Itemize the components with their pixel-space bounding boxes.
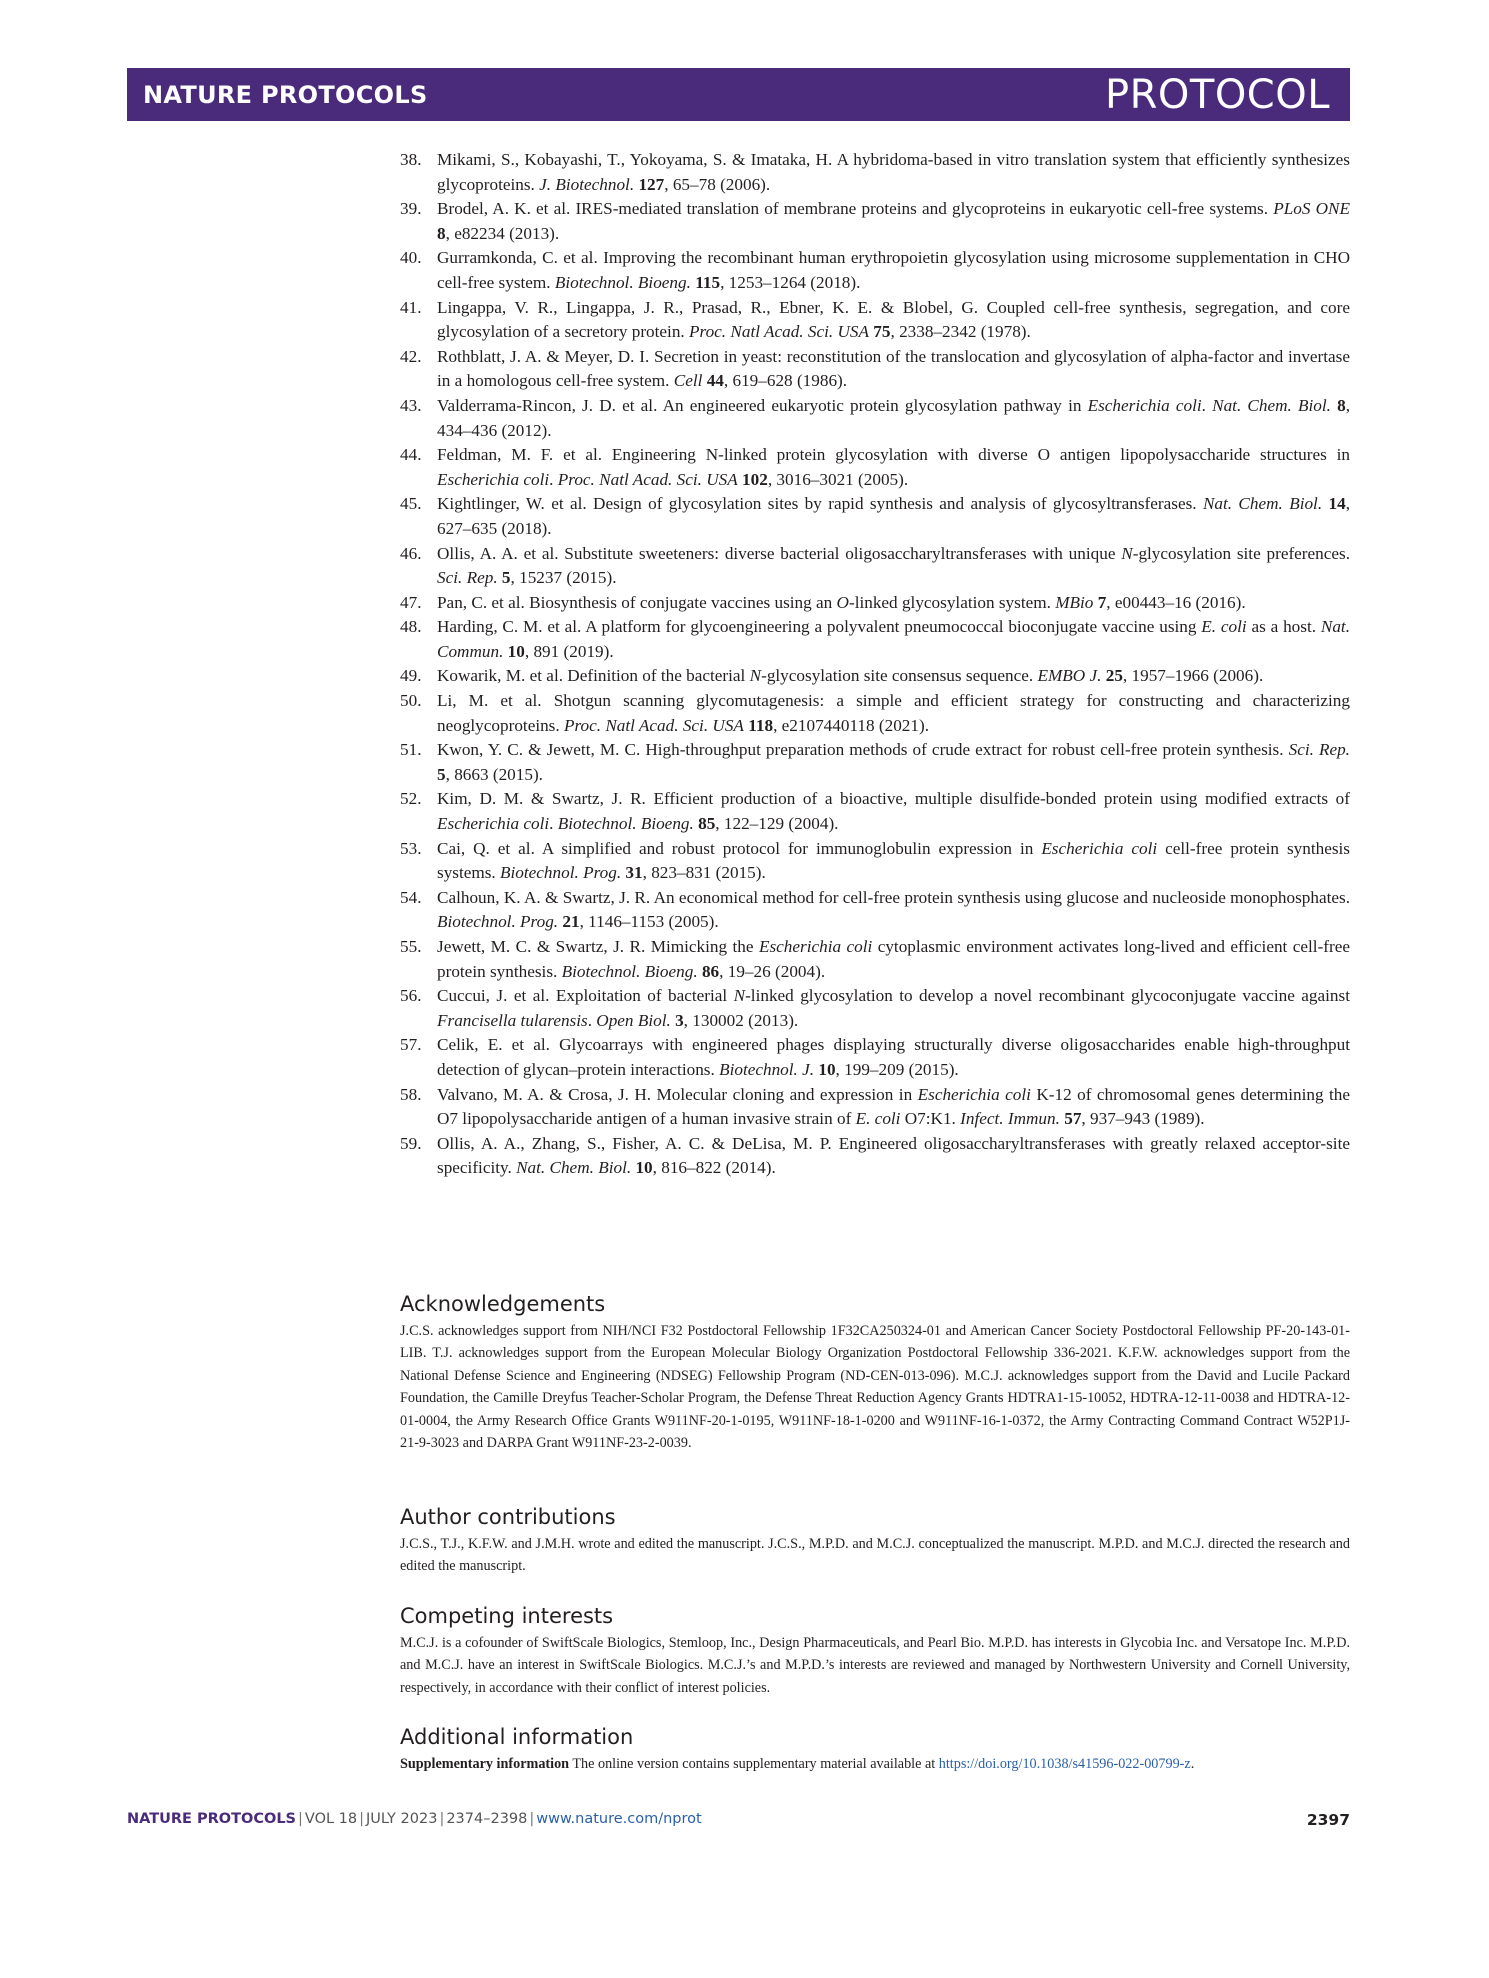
reference-item: [400, 787, 1350, 836]
reference-italic: N: [733, 986, 746, 1006]
reference-number: 44.: [400, 445, 422, 465]
reference-segment: Kowarik, M. et al. Definition of the bacterial: [437, 666, 750, 686]
reference-segment: , 122–129 (2004).: [715, 814, 839, 834]
author-contributions-text: J.C.S., T.J., K.F.W. and J.M.H. wrote and edited the manuscript. J.C.S., M.P.D. and M.C.J. conceptualized the manuscript. M.P.D. and M.C.J. directed the research and edited the manuscript.: [400, 1536, 1350, 1575]
reference-number: 38.: [400, 150, 422, 169]
reference-italic: PLoS ONE: [1273, 199, 1350, 219]
reference-item: [400, 591, 1350, 616]
reference-item: [400, 1083, 1350, 1132]
reference-italic: N: [749, 666, 762, 686]
reference-number: 41.: [400, 297, 422, 317]
reference-number: 51.: [400, 740, 422, 760]
reference-item: [400, 542, 1350, 591]
reference-number: 47.: [400, 592, 422, 612]
additional-information-section: [400, 1725, 1350, 1775]
reference-segment: Cuccui, J. et al. Exploitation of bacterial: [437, 986, 734, 1006]
reference-segment: , 65–78 (2006).: [664, 174, 771, 194]
reference-segment: Brodel, A. K. et al. IRES-mediated translation of membrane proteins and glycoproteins in eukaryotic cell-free systems.: [437, 199, 1274, 219]
reference-volume: 102: [742, 469, 768, 489]
reference-text: [437, 199, 1350, 243]
reference-segment: -linked glycosylation to develop a novel recombinant glycoconjugate vaccine against: [745, 986, 1350, 1006]
competing-interests-heading: Competing interests: [400, 1604, 614, 1628]
reference-italic: Nat. Commun.: [437, 617, 1350, 661]
reference-segment: , 816–822 (2014).: [652, 1158, 776, 1178]
footer-separator: |: [298, 1811, 303, 1827]
reference-segment: Li, M. et al. Shotgun scanning glycomutagenesis: a simple and efficient strategy for constructing and characterizing neoglycoproteins.: [437, 691, 1350, 735]
reference-segment: Kim, D. M. & Swartz, J. R. Efficient production of a bioactive, multiple disulfide-bonded protein using modified extracts of: [437, 789, 1350, 809]
reference-segment: Valvano, M. A. & Crosa, J. H. Molecular cloning and expression in: [437, 1084, 918, 1104]
reference-segment: , 1253–1264 (2018).: [720, 272, 861, 292]
reference-text: [437, 789, 1350, 833]
reference-number: 49.: [400, 666, 422, 686]
reference-italic: O: [836, 592, 849, 612]
reference-number: 48.: [400, 617, 422, 637]
reference-italic: Nat. Chem. Biol.: [516, 1158, 632, 1178]
reference-number: 54.: [400, 887, 422, 907]
reference-volume: 5: [501, 568, 511, 588]
reference-text: [437, 298, 1350, 342]
footer-pages: 2374–2398: [446, 1811, 528, 1827]
reference-item: [400, 345, 1350, 394]
reference-segment: , 2338–2342 (1978).: [890, 322, 1031, 342]
reference-italic: Escherichia coli: [758, 937, 873, 956]
reference-segment: Gurramkonda, C. et al. Improving the recombinant human erythropoietin glycosylation using microsome supplementation in CHO cell-free system.: [437, 248, 1350, 292]
reference-item: [400, 492, 1350, 541]
reference-segment: Mikami, S., Kobayashi, T., Yokoyama, S. & Imataka, H. A hybridoma-based in vitro translation system that efficiently synthesizes glycoproteins.: [437, 150, 1350, 194]
reference-text: [437, 396, 1350, 440]
reference-segment: , 627–635 (2018).: [437, 494, 1350, 538]
reference-item: [400, 837, 1350, 886]
reference-item: [400, 935, 1350, 984]
reference-italic: Nat. Chem. Biol.: [1212, 395, 1331, 415]
reference-item: [400, 296, 1350, 345]
reference-volume: 21: [562, 912, 580, 932]
reference-segment: , e82234 (2013).: [445, 223, 560, 243]
footer-date: JULY 2023: [366, 1811, 438, 1827]
reference-text: [437, 691, 1350, 735]
reference-segment: , 823–831 (2015).: [642, 863, 766, 883]
reference-italic: Escherichia coli: [437, 469, 550, 489]
reference-italic: Sci. Rep.: [1288, 740, 1350, 760]
reference-number: 39.: [400, 199, 422, 219]
reference-segment: .: [587, 1010, 597, 1030]
reference-number: 46.: [400, 543, 422, 563]
reference-segment: , e00443–16 (2016).: [1106, 592, 1246, 612]
reference-segment: cytoplasmic environment activates long-lived and efficient cell-free protein synthesis.: [437, 937, 1350, 981]
reference-italic: Open Biol.: [596, 1010, 671, 1030]
reference-italic: Nat. Chem. Biol.: [1202, 494, 1323, 514]
reference-italic: Biotechnol. Prog.: [500, 863, 622, 883]
reference-italic: Escherichia coli: [437, 814, 550, 834]
reference-italic: Biotechnol. Bioeng.: [561, 961, 698, 981]
reference-number: 40.: [400, 248, 422, 268]
reference-item: [400, 394, 1350, 443]
supplementary-text: The online version contains supplementary material available at: [569, 1756, 939, 1772]
reference-volume: 10: [635, 1158, 653, 1178]
reference-italic: Proc. Natl Acad. Sci. USA: [557, 469, 738, 489]
reference-number: 57.: [400, 1035, 422, 1055]
reference-segment: , 199–209 (2015).: [835, 1059, 959, 1079]
supplementary-label: Supplementary information: [400, 1756, 570, 1772]
reference-segment: , 8663 (2015).: [445, 764, 543, 784]
reference-item: [400, 246, 1350, 295]
reference-segment: .: [1201, 395, 1213, 415]
additional-information-heading: Additional information: [400, 1725, 634, 1749]
reference-segment: Pan, C. et al. Biosynthesis of conjugate vaccines using an: [437, 592, 837, 612]
additional-information-text: [400, 1753, 1350, 1775]
reference-segment: -linked glycosylation system.: [848, 592, 1056, 612]
author-contributions-heading: Author contributions: [400, 1505, 616, 1529]
reference-number: 43.: [400, 395, 422, 415]
reference-segment: , e2107440118 (2021).: [773, 715, 930, 735]
reference-segment: , 619–628 (1986).: [723, 371, 848, 391]
reference-segment: cell-free protein synthesis systems.: [437, 838, 1350, 883]
reference-segment: Harding, C. M. et al. A platform for glycoengineering a polyvalent pneumococcal bioconjugate vaccine using: [437, 617, 1202, 637]
reference-item: [400, 664, 1350, 689]
reference-italic: E. coli: [1201, 617, 1247, 637]
reference-number: 42.: [400, 346, 422, 366]
reference-number: 59.: [400, 1133, 422, 1153]
competing-interests-text: M.C.J. is a cofounder of SwiftScale Biologics, Stemloop, Inc., Design Pharmaceuticals, and Pearl Bio. M.P.D. has interests in Glycobia Inc. and Versatope Inc. M.P.D. and M.C.J. have an interest in SwiftScale Biologics. M.C.J.’s and M.P.D.’s interests are reviewed and managed by Northwestern University and Cornell University, respectively, in accordance with their conflict of interest policies.: [400, 1635, 1350, 1696]
reference-item: [400, 443, 1350, 492]
reference-text: [437, 839, 1350, 883]
reference-segment: , 434–436 (2012).: [437, 395, 1350, 440]
reference-segment: , 15237 (2015).: [510, 568, 617, 588]
reference-italic: Sci. Rep.: [437, 568, 498, 588]
reference-text: [437, 445, 1350, 489]
reference-list: [400, 148, 1350, 1181]
reference-italic: Proc. Natl Acad. Sci. USA: [563, 715, 744, 735]
reference-italic: MBio: [1055, 592, 1094, 612]
reference-segment: Cai, Q. et al. A simplified and robust protocol for immunoglobulin expression in: [437, 838, 1042, 858]
reference-segment: Feldman, M. F. et al. Engineering N-linked protein glycosylation with diverse O antigen lipopolysaccharide structures in: [437, 445, 1350, 465]
reference-italic: Proc. Natl Acad. Sci. USA: [689, 322, 869, 342]
reference-segment: Rothblatt, J. A. & Meyer, D. I. Secretion in yeast: reconstitution of the translocation and glycosylation of alpha-factor and invertase in a homologous cell-free system.: [437, 346, 1350, 391]
reference-segment: , 1146–1153 (2005).: [579, 912, 719, 932]
reference-volume: 10: [507, 641, 525, 661]
reference-text: [437, 544, 1350, 588]
reference-number: 55.: [400, 937, 422, 956]
header-bar: [127, 68, 1350, 121]
reference-segment: K-12 of chromosomal genes determining the O7 lipopolysaccharide antigen of a human invasive strain of: [437, 1084, 1350, 1129]
reference-segment: Calhoun, K. A. & Swartz, J. R. An economical method for cell-free protein synthesis using glucose and nucleoside monophosphates.: [437, 887, 1350, 907]
acknowledgements-heading: Acknowledgements: [400, 1292, 606, 1316]
reference-text: [437, 248, 1350, 292]
reference-segment: Kwon, Y. C. & Jewett, M. C. High-throughput preparation methods of crude extract for robust cell-free protein synthesis.: [437, 740, 1289, 760]
reference-italic: EMBO J.: [1037, 666, 1102, 686]
reference-segment: as a host.: [1246, 617, 1321, 637]
footer-separator: |: [439, 1811, 445, 1827]
reference-text: [437, 740, 1350, 784]
reference-text: [437, 494, 1350, 538]
reference-segment: Valderrama-Rincon, J. D. et al. An engineered eukaryotic protein glycosylation pathway in: [437, 395, 1088, 415]
reference-italic: Escherichia coli: [1087, 395, 1202, 415]
reference-text: [437, 1085, 1350, 1129]
footer-separator: |: [359, 1811, 365, 1827]
reference-segment: .: [549, 814, 558, 834]
reference-text: [437, 937, 1350, 981]
reference-volume: 8: [437, 223, 446, 243]
reference-text: [437, 888, 1350, 932]
reference-item: [400, 1033, 1350, 1082]
reference-segment: , 937–943 (1989).: [1081, 1109, 1205, 1129]
reference-segment: , 1957–1966 (2006).: [1122, 666, 1264, 686]
reference-volume: 10: [818, 1059, 836, 1079]
reference-number: 52.: [400, 789, 422, 809]
reference-italic: Biotechnol. Bioeng.: [557, 814, 694, 834]
reference-italic: Biotechnol. J.: [719, 1059, 815, 1079]
reference-volume: 7: [1097, 592, 1107, 612]
reference-italic: Escherichia coli: [917, 1084, 1031, 1104]
reference-volume: 127: [638, 174, 665, 194]
reference-item: [400, 148, 1350, 197]
reference-segment: Celik, E. et al. Glycoarrays with engineered phages displaying structurally diverse oligosaccharides enable high-throughput detection of glycan–protein interactions.: [437, 1035, 1350, 1079]
reference-volume: 75: [873, 322, 891, 342]
reference-italic: Biotechnol. Bioeng.: [554, 272, 691, 292]
reference-italic: Biotechnol. Prog.: [437, 912, 559, 932]
reference-number: 58.: [400, 1084, 422, 1104]
acknowledgements-text: J.C.S. acknowledges support from NIH/NCI F32 Postdoctoral Fellowship 1F32CA250324-01 and American Cancer Society Postdoctoral Fellowship PF-20-143-01-LIB. T.J. acknowledges support from the European Molecular Biology Organization Postdoctoral Fellowship 336-2021. K.F.W. acknowledges support from the National Defense Science and Engineering (NDSEG) Fellowship Program (ND-CEN-013-096). M.C.J. acknowledges support from the David and Lucile Packard Foundation, the Camille Dreyfus Teacher-Scholar Program, the Defense Threat Reduction Agency Grants HDTRA1-15-10052, HDTRA-12-11-0038 and HDTRA-12-01-0004, the Army Research Office Grants W911NF-20-1-0195, W911NF-18-1-0200 and W911NF-16-1-0372, the Army Contracting Command Contract W52P1J-21-9-3023 and DARPA Grant W911NF-23-2-0039.: [400, 1323, 1350, 1452]
footer-volume: VOL 18: [304, 1811, 358, 1827]
reference-item: [400, 1132, 1350, 1181]
reference-segment: , 130002 (2013).: [683, 1010, 799, 1030]
reference-number: 50.: [400, 691, 422, 711]
reference-text: [437, 986, 1350, 1030]
reference-text: [437, 150, 1350, 194]
competing-interests-section: [400, 1604, 1350, 1699]
author-contributions-section: [400, 1505, 1350, 1578]
footer-url[interactable]: www.nature.com/nprot: [536, 1811, 702, 1827]
reference-volume: 3: [675, 1010, 684, 1030]
reference-item: [400, 984, 1350, 1033]
reference-volume: 118: [748, 715, 774, 735]
reference-segment: -glycosylation site preferences.: [1132, 543, 1350, 563]
reference-italic: Escherichia coli: [1041, 838, 1158, 858]
supplementary-end: .: [1190, 1756, 1195, 1772]
reference-number: 56.: [400, 986, 422, 1006]
acknowledgements-section: [400, 1292, 1350, 1454]
reference-text: [437, 593, 1246, 612]
reference-volume: 8: [1337, 395, 1346, 415]
reference-volume: 25: [1105, 666, 1123, 686]
reference-segment: Kightlinger, W. et al. Design of glycosylation sites by rapid synthesis and analysis of glycosyltransferases.: [437, 494, 1203, 514]
reference-segment: , 3016–3021 (2005).: [767, 469, 909, 489]
reference-item: [400, 689, 1350, 738]
reference-segment: .: [549, 469, 558, 489]
reference-item: [400, 197, 1350, 246]
reference-segment: Lingappa, V. R., Lingappa, J. R., Prasad, R., Ebner, K. E. & Blobel, G. Coupled cell-free synthesis, segregation, and core glycosylation of a secretory protein.: [437, 297, 1350, 342]
reference-volume: 31: [625, 863, 643, 883]
footer-separator: |: [529, 1811, 535, 1827]
reference-segment: , 19–26 (2004).: [719, 961, 826, 981]
reference-segment: , 891 (2019).: [524, 641, 614, 661]
reference-text: [437, 666, 1263, 685]
reference-segment: O7:K1.: [900, 1109, 961, 1129]
reference-volume: 85: [698, 814, 716, 834]
reference-number: 53.: [400, 838, 422, 858]
footer-journal: NATURE PROTOCOLS: [127, 1811, 297, 1827]
reference-text: [437, 1035, 1350, 1079]
reference-segment: -glycosylation site consensus sequence.: [761, 666, 1038, 686]
reference-text: [437, 617, 1350, 661]
reference-italic: N: [1121, 543, 1133, 563]
reference-volume: 57: [1064, 1109, 1082, 1129]
article-type: PROTOCOL: [1104, 72, 1330, 118]
reference-text: [437, 347, 1350, 391]
reference-item: [400, 615, 1350, 664]
reference-text: [437, 1134, 1350, 1178]
reference-segment: Ollis, A. A., Zhang, S., Fisher, A. C. & DeLisa, M. P. Engineered oligosaccharyltransferases with greatly relaxed acceptor-site specificity.: [437, 1133, 1350, 1178]
reference-italic: E. coli: [855, 1109, 901, 1129]
page-number: 2397: [1306, 1811, 1350, 1829]
reference-item: [400, 738, 1350, 787]
reference-volume: 5: [437, 764, 446, 784]
reference-segment: Ollis, A. A. et al. Substitute sweeteners: diverse bacterial oligosaccharyltransferases with unique: [437, 543, 1122, 563]
page-footer: [127, 1811, 1350, 1827]
doi-link[interactable]: https://doi.org/10.1038/s41596-022-00799-z: [938, 1756, 1191, 1772]
reference-number: 45.: [400, 494, 422, 514]
reference-volume: 14: [1328, 494, 1346, 514]
reference-segment: Jewett, M. C. & Swartz, J. R. Mimicking the: [437, 937, 759, 956]
reference-italic: J. Biotechnol.: [539, 174, 635, 194]
reference-volume: 86: [701, 961, 720, 981]
reference-italic: Infect. Immun.: [960, 1109, 1060, 1129]
reference-volume: 115: [695, 272, 721, 292]
journal-name: NATURE PROTOCOLS: [143, 81, 428, 109]
reference-italic: Francisella tularensis: [437, 1010, 588, 1030]
reference-volume: 44: [706, 371, 724, 391]
reference-italic: Cell: [673, 371, 703, 391]
reference-item: [400, 886, 1350, 935]
